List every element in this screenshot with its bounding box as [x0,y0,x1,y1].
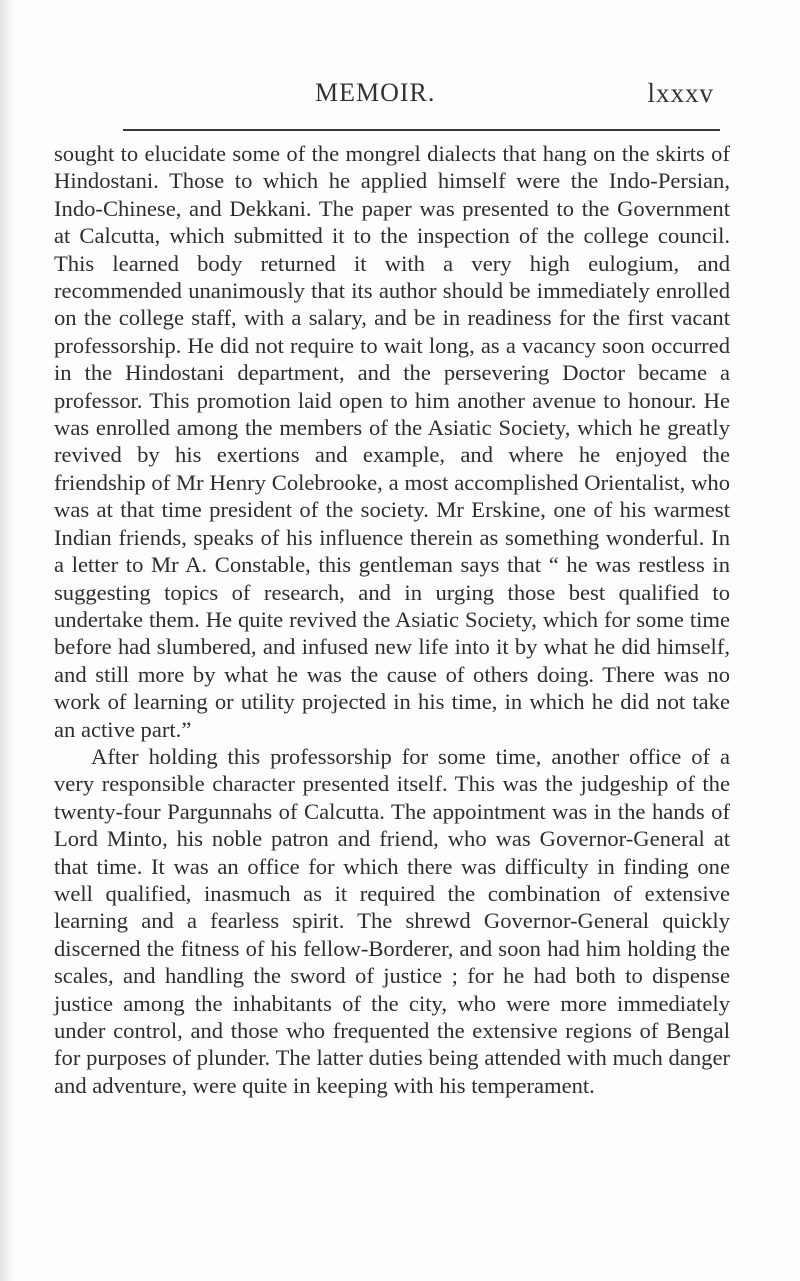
paragraph-2: After holding this professorship for some time, another office of a very responsible character presented itself. This was the judgeship of the twenty-four Pargunnahs of Calcutta. The appointment was in the hands of Lord Minto, his noble patron and friend, who was Governor-General at that time. It was an office for which there was difficulty in finding one well qualified, inasmuch as it required the combination of extensive learning and a fearless spirit. The shrewd Governor-General quickly discerned the fitness of his fellow-Borderer, and soon had him holding the scales, and handling the sword of justice ; for he had both to dispense justice among the inhabitants of the city, who were more immediately under control, and those who frequented the extensive regions of Bengal for purposes of plunder. The latter duties being attended with much danger and adventure, were quite in keeping with his temperament. [54,743,730,1098]
header-rule [123,129,720,131]
page-number: lxxxv [647,78,714,108]
running-title: MEMOIR. [315,78,436,107]
running-head [120,78,720,108]
body-text [54,140,730,1099]
binding-shadow [0,0,14,1281]
paragraph-1: sought to elucidate some of the mongrel dialects that hang on the skirts of Hindostani. Those to which he applied himself were the Indo-Persian, Indo-Chinese, and Dekkani. The paper was presented to the Government at Calcutta, which submitted it to the inspection of the college council. This learned body returned it with a very high eulogium, and recommended unanimously that its author should be immediately enrolled on the college staff, with a salary, and be in readiness for the first vacant professorship. He did not require to wait long, as a vacancy soon occurred in the Hindostani department, and the persevering Doctor became a professor. This promotion laid open to him another avenue to honour. He was enrolled among the members of the Asiatic Society, which he greatly revived by his exertions and example, and where he enjoyed the friendship of Mr Henry Colebrooke, a most accomplished Orientalist, who was at that time president of the society. Mr Erskine, one of his warmest Indian friends, speaks of his influence therein as something wonderful. In a letter to Mr A. Constable, this gentleman says that “ he was restless in suggesting topics of research, and in urging those best qualified to undertake them. He quite revived the Asiatic Society, which for some time before had slumbered, and infused new life into it by what he did himself, and still more by what he was the cause of others doing. There was no work of learning or utility projected in his time, in which he did not take an active part.” [54,141,730,742]
